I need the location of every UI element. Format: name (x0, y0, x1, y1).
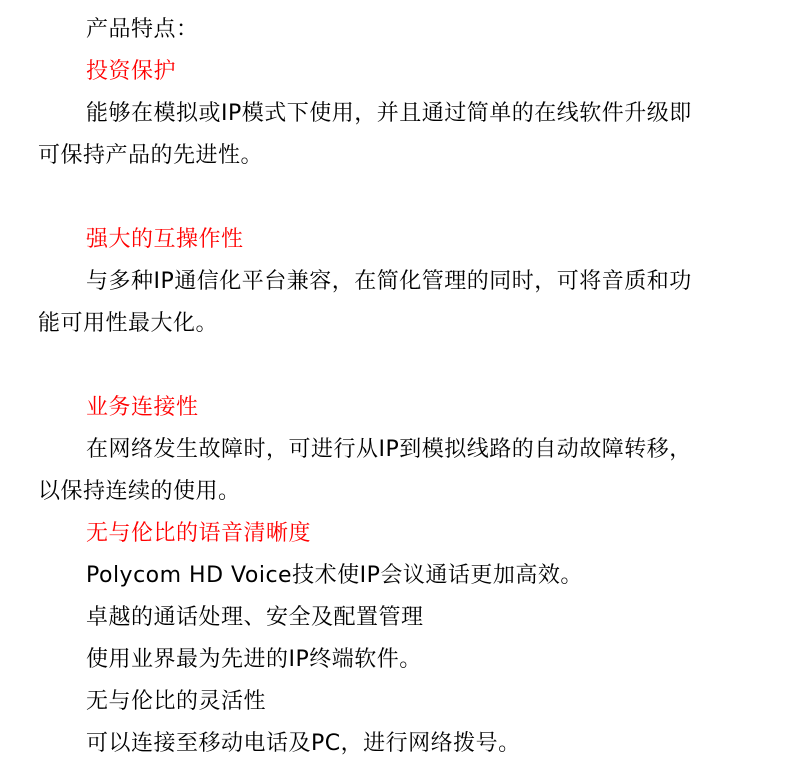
paragraph-line: 卓越的通话处理、安全及配置管理 (86, 605, 424, 630)
paragraph-line: 在网络发生故障时，可进行从IP到模拟线路的自动故障转移， (86, 437, 692, 462)
features-title: 产品特点： (86, 17, 199, 42)
heading-voice-clarity: 无与伦比的语音清晰度 (86, 521, 312, 546)
paragraph-line: 无与伦比的灵活性 (86, 689, 267, 714)
paragraph-line: Polycom HD Voice技术使IP会议通话更加高效。 (86, 563, 583, 588)
heading-investment-protection: 投资保护 (86, 59, 177, 84)
paragraph-line: 能可用性最大化。 (38, 311, 219, 336)
paragraph-line: 能够在模拟或IP模式下使用，并且通过简单的在线软件升级即 (86, 101, 692, 126)
paragraph-line: 与多种IP通信化平台兼容，在简化管理的同时，可将音质和功 (86, 269, 692, 294)
paragraph-line: 可以连接至移动电话及PC，进行网络拨号。 (86, 731, 521, 756)
heading-interoperability: 强大的互操作性 (86, 227, 244, 252)
paragraph-line: 使用业界最为先进的IP终端软件。 (86, 647, 422, 672)
paragraph-line: 以保持连续的使用。 (38, 479, 241, 504)
paragraph-line: 可保持产品的先进性。 (38, 143, 264, 168)
heading-business-continuity: 业务连接性 (86, 395, 199, 420)
